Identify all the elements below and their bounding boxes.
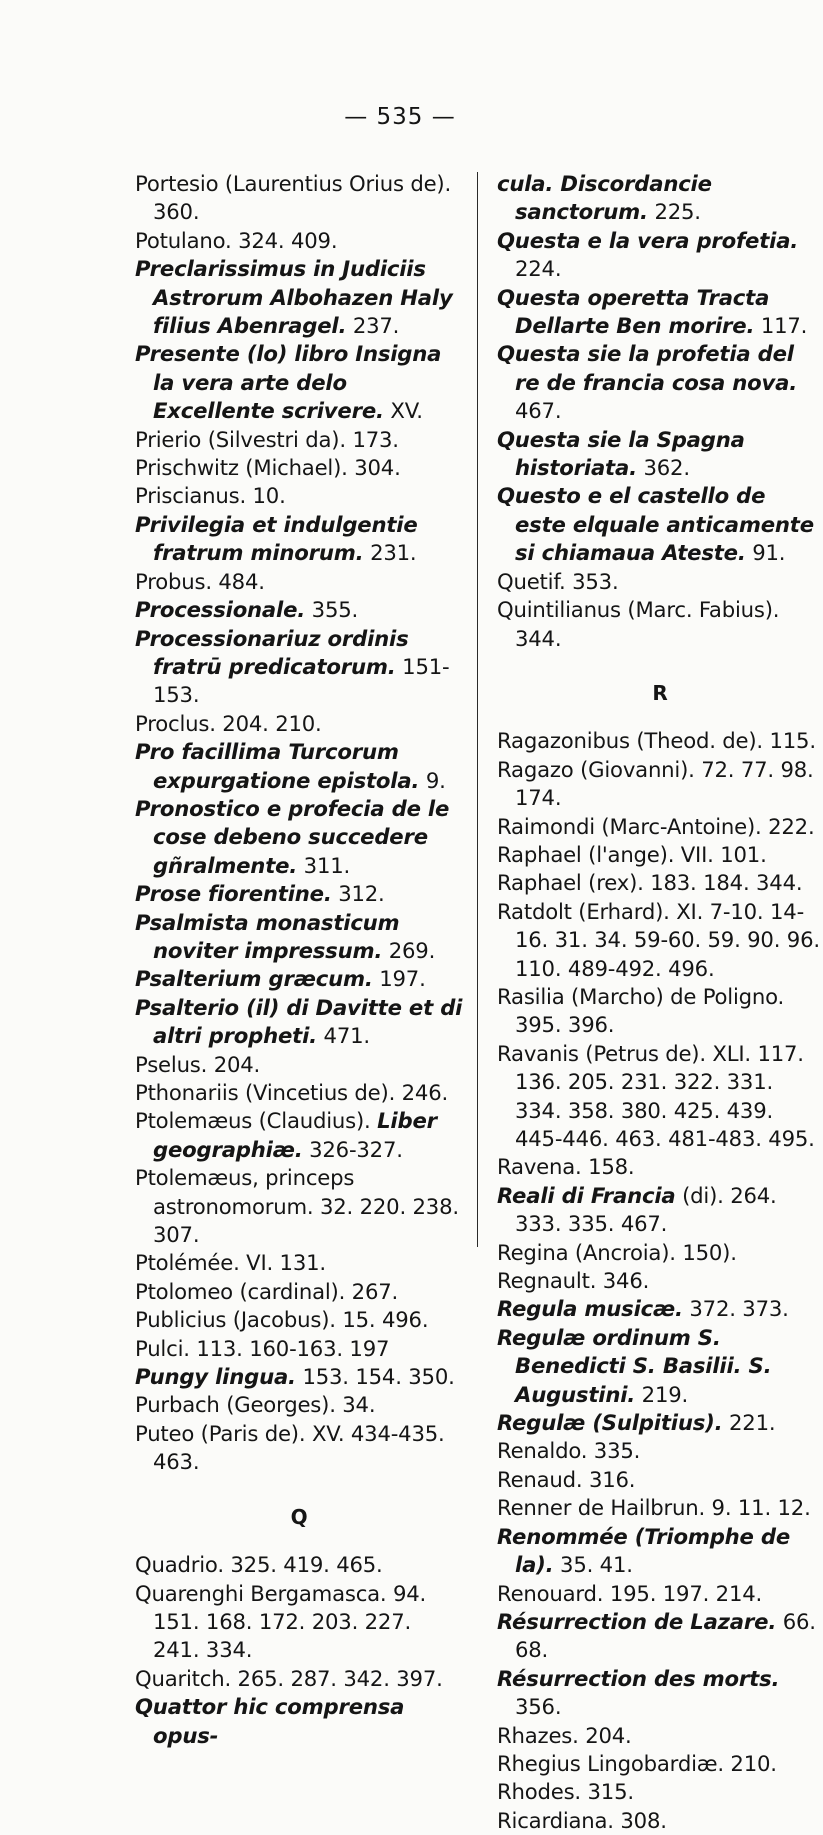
- entry-title: Presente (lo) libro Insigna la vera arte delo Excellente scrivere.: [135, 341, 442, 424]
- entry-text: Pselus. 204.: [135, 1051, 261, 1077]
- index-entry: [135, 1249, 463, 1277]
- entry-text: Portesio (Laurentius Orius de). 360.: [135, 171, 452, 225]
- entry-text: 356.: [515, 1694, 562, 1720]
- entry-text: 224.: [515, 256, 562, 282]
- entry-text: Pthonariis (Vincetius de). 246.: [135, 1080, 449, 1105]
- entry-text: 355.: [305, 597, 359, 623]
- entry-title: Quattor hic comprensa opus-: [135, 1694, 405, 1748]
- entry-text: 311.: [297, 852, 351, 878]
- entry-title: Regulæ ordinum S. Benedicti S. Basilii. S. Augustini.: [497, 1324, 772, 1407]
- entry-text: Probus. 484.: [135, 568, 265, 594]
- entry-text: Potulano. 324. 409.: [135, 227, 338, 253]
- entry-title: Pronostico e profecia de le cose debeno succedere gñralmente.: [135, 795, 450, 878]
- entries-q-left: [135, 1551, 463, 1750]
- entry-text: 91.: [745, 540, 786, 566]
- entry-text: Ravanis (Petrus de). XLI. 117. 136. 205. 231. 322. 331. 334. 358. 380. 425. 439. 445-446. 463. 481-483. 495.: [497, 1040, 815, 1151]
- entry-text: Renaldo. 335.: [497, 1438, 641, 1464]
- section-letter-r: R: [652, 680, 668, 705]
- index-entry: [135, 1363, 463, 1391]
- entry-text: 35. 41.: [553, 1552, 633, 1578]
- index-entry: [135, 1107, 463, 1164]
- index-column-right: [497, 170, 823, 1835]
- entry-title: Pungy lingua.: [135, 1364, 296, 1390]
- index-entry: [497, 898, 823, 983]
- entry-title: Questa sie la profetia del re de francia cosa nova.: [497, 341, 798, 395]
- entry-text: Raphael (rex). 183. 184. 344.: [497, 870, 803, 896]
- index-entry: [497, 756, 823, 813]
- entry-text: Regina (Ancroia). 150).: [497, 1239, 737, 1265]
- entry-title: Preclarissimus in Judiciis Astrorum Albohazen Haly filius Abenragel.: [135, 256, 453, 339]
- index-entry: [497, 1665, 823, 1722]
- index-entry: [135, 170, 463, 227]
- index-entry: [497, 340, 823, 425]
- index-entry: [497, 1437, 823, 1465]
- index-entry: [497, 568, 823, 596]
- entry-text: 326-327.: [302, 1136, 403, 1162]
- index-entry: [497, 1750, 823, 1778]
- entry-title: Privilegia et indulgentie fratrum minorum.: [135, 511, 418, 566]
- entry-text: 237.: [346, 313, 400, 339]
- entry-text: Publicius (Jacobus). 15. 496.: [135, 1307, 429, 1333]
- index-entry: [135, 1551, 463, 1579]
- entry-text: Proclus. 204. 210.: [135, 710, 322, 736]
- entry-text: Rasilia (Marcho) de Poligno. 395. 396.: [497, 983, 785, 1038]
- entry-title: Pro facillima Turcorum expurgatione epistola.: [135, 739, 420, 793]
- entry-text: Ravena. 158.: [497, 1154, 635, 1180]
- entry-title: Questa sie la Spagna historiata.: [497, 426, 745, 481]
- index-entry: [135, 795, 463, 880]
- entry-text: 467.: [515, 398, 562, 424]
- index-entry: [135, 738, 463, 795]
- entry-title: Psalterio (il) di Davitte et di altri propheti.: [135, 994, 463, 1049]
- entry-text: Ragazonibus (Theod. de). 115.: [497, 728, 816, 754]
- entry-title: Résurrection de Lazare.: [497, 1608, 777, 1634]
- entry-text: 153. 154. 350.: [295, 1364, 455, 1390]
- entry-title: Psalterium græcum.: [135, 966, 373, 992]
- index-entry: [135, 482, 463, 510]
- index-entry: [135, 1693, 463, 1750]
- entry-text: 66. 68.: [515, 1608, 816, 1663]
- entry-text: Quadrio. 325. 419. 465.: [135, 1552, 383, 1578]
- entry-text: Ptolemæus (Claudius).: [135, 1108, 378, 1134]
- index-entry: [135, 1335, 463, 1363]
- index-entry: [135, 880, 463, 908]
- entry-title: Renommée (Triomphe de la).: [497, 1523, 791, 1578]
- entry-text: 362.: [636, 455, 690, 481]
- index-entry: [135, 1420, 463, 1477]
- entry-text: 269.: [382, 937, 436, 963]
- entry-text: 471.: [317, 1023, 370, 1049]
- entry-text: 151-153.: [153, 653, 450, 708]
- index-entry: [135, 1051, 463, 1079]
- entry-text: Priscianus. 10.: [135, 483, 286, 509]
- entry-text: Rhazes. 204.: [497, 1722, 632, 1748]
- entry-title: cula. Discordancie sanctorum.: [497, 171, 712, 225]
- index-entry: [135, 1278, 463, 1306]
- index-entry: [497, 1153, 823, 1181]
- entry-text: Quarenghi Bergamasca. 94. 151. 168. 172. 203. 227. 241. 334.: [135, 1580, 427, 1663]
- index-entry: [497, 482, 823, 567]
- index-entry: [497, 1239, 823, 1267]
- entries-q-right: [497, 170, 823, 653]
- index-entry: [497, 1608, 823, 1665]
- entry-text: 231.: [363, 540, 417, 566]
- index-entry: [497, 284, 823, 341]
- entry-text: Raphael (l'ange). VII. 101.: [497, 841, 767, 867]
- index-entry: [497, 813, 823, 841]
- entry-text: (di). 264. 333. 335. 467.: [515, 1182, 777, 1237]
- index-entry: [497, 1523, 823, 1580]
- entry-text: 372. 373.: [682, 1296, 789, 1322]
- entry-text: 219.: [635, 1381, 689, 1407]
- index-entry: [497, 1722, 823, 1750]
- entry-title: Reali di Francia: [497, 1182, 676, 1208]
- entry-title: Questo e el castello de este elquale anticamente si chiamaua Ateste.: [497, 483, 814, 566]
- index-entry: [497, 1295, 823, 1323]
- index-column-left: [135, 170, 463, 1750]
- entry-text: Quetif. 353.: [497, 568, 619, 594]
- entry-text: Raimondi (Marc-Antoine). 222.: [497, 813, 815, 839]
- index-entry: [497, 1778, 823, 1806]
- index-entry: [497, 841, 823, 869]
- index-entry: [497, 1494, 823, 1522]
- index-entry: [497, 1182, 823, 1239]
- entry-title: Résurrection des morts.: [497, 1665, 780, 1691]
- entry-title: Regula musicæ.: [497, 1296, 683, 1322]
- index-entry: [135, 568, 463, 596]
- entry-text: Quaritch. 265. 287. 342. 397.: [135, 1665, 443, 1691]
- index-entry: [497, 1409, 823, 1437]
- entry-title: Liber geographiæ.: [153, 1108, 437, 1162]
- index-entry: [497, 170, 823, 227]
- entry-text: Pulci. 113. 160-163. 197: [135, 1335, 390, 1361]
- index-entry: [497, 1580, 823, 1608]
- entry-title: Processionariuz ordinis fratrū predicatorum.: [135, 625, 409, 679]
- entries-r: [497, 727, 823, 1835]
- index-entry: [135, 909, 463, 966]
- entry-text: Puteo (Paris de). XV. 434-435. 463.: [135, 1420, 445, 1475]
- entries-p: [135, 170, 463, 1477]
- entry-title: Processionale.: [135, 597, 306, 623]
- entry-text: XV.: [383, 398, 423, 424]
- entry-text: 225.: [647, 199, 701, 225]
- column-divider: [477, 172, 478, 1247]
- index-entry: [497, 1324, 823, 1409]
- index-entry: [135, 511, 463, 568]
- entry-text: Ricardiana. 308.: [497, 1807, 667, 1833]
- index-entry: [135, 255, 463, 340]
- index-entry: [497, 1466, 823, 1494]
- entry-text: Ptolomeo (cardinal). 267.: [135, 1278, 399, 1304]
- entry-text: Ptolemæus, princeps astronomorum. 32. 220. 238. 307.: [135, 1165, 459, 1248]
- index-entry: [135, 1391, 463, 1419]
- entry-text: Ptolémée. VI. 131.: [135, 1250, 326, 1276]
- entry-text: Regnault. 346.: [497, 1268, 650, 1294]
- index-entry: [497, 1267, 823, 1295]
- entry-text: Ratdolt (Erhard). XI. 7-10. 14-16. 31. 34. 59-60. 59. 90. 96. 110. 489-492. 496.: [497, 898, 820, 981]
- entry-text: Prischwitz (Michael). 304.: [135, 455, 401, 481]
- entry-text: 117.: [754, 313, 808, 339]
- entry-title: Questa operetta Tracta Dellarte Ben morire.: [497, 284, 770, 339]
- index-entry: [497, 727, 823, 755]
- entry-title: Psalmista monasticum noviter impressum.: [135, 909, 400, 963]
- index-entry: [135, 994, 463, 1051]
- index-entry: [497, 1807, 823, 1835]
- entry-text: Rhegius Lingobardiæ. 210.: [497, 1750, 777, 1776]
- index-entry: [135, 1580, 463, 1665]
- index-entry: [135, 426, 463, 454]
- entry-text: 221.: [722, 1410, 776, 1436]
- index-entry: [497, 227, 823, 284]
- index-entry: [135, 227, 463, 255]
- entry-text: Quintilianus (Marc. Fabius). 344.: [497, 597, 780, 651]
- entry-title: Questa e la vera profetia.: [497, 227, 799, 253]
- index-entry: [497, 983, 823, 1040]
- index-entry: [135, 1306, 463, 1334]
- index-entry: [135, 454, 463, 482]
- index-entry: [135, 596, 463, 624]
- index-entry: [135, 1164, 463, 1249]
- entry-text: Renner de Hailbrun. 9. 11. 12.: [497, 1495, 811, 1521]
- index-entry: [497, 596, 823, 653]
- entry-text: Rhodes. 315.: [497, 1779, 634, 1805]
- index-entry: [135, 710, 463, 738]
- index-entry: [135, 625, 463, 710]
- entry-text: Prierio (Silvestri da). 173.: [135, 426, 399, 452]
- entry-title: Prose fiorentine.: [135, 881, 332, 907]
- entry-text: Purbach (Georges). 34.: [135, 1392, 376, 1418]
- index-entry: [497, 869, 823, 897]
- index-entry: [135, 340, 463, 425]
- index-entry: [497, 1040, 823, 1154]
- entry-text: 312.: [331, 881, 385, 907]
- entry-text: Renouard. 195. 197. 214.: [497, 1580, 763, 1606]
- entry-title: Regulæ (Sulpitius).: [497, 1410, 723, 1436]
- index-entry: [497, 426, 823, 483]
- entry-text: Ragazo (Giovanni). 72. 77. 98. 174.: [497, 756, 814, 811]
- entry-text: Renaud. 316.: [497, 1466, 636, 1492]
- page-number: — 535 —: [344, 104, 456, 130]
- index-entry: [135, 1665, 463, 1693]
- index-entry: [135, 1079, 463, 1107]
- entry-text: 197.: [372, 966, 426, 992]
- section-letter-q: Q: [290, 1504, 308, 1529]
- entry-text: 9.: [419, 767, 446, 793]
- index-entry: [135, 965, 463, 993]
